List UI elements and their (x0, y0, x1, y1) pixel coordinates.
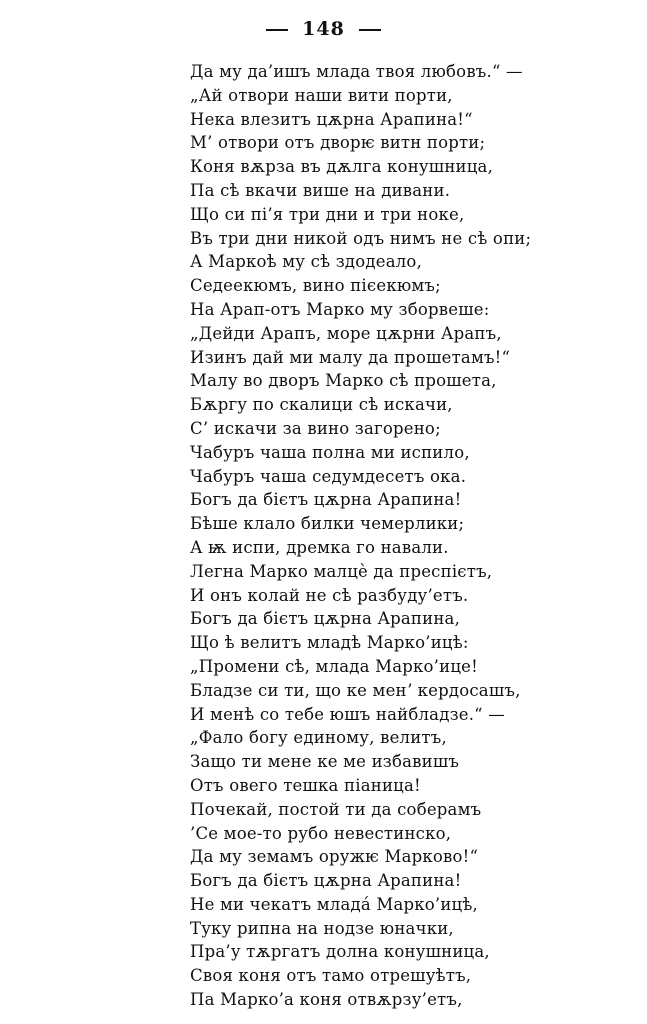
poem-line: „Дейди Арапъ, море цѫрни Арапъ, (190, 323, 502, 343)
page-number: 148 (302, 18, 345, 40)
poem-line: Почекай, постой ти да соберамъ (190, 799, 482, 819)
header-dash-left (266, 29, 288, 31)
poem-line: Малу во дворъ Марко сѣ прошета, (190, 371, 497, 391)
poem-line: Бладзе си ти, що ке менʼ кердосашъ, (190, 680, 521, 700)
poem-line: Нека влезитъ цѫрна Арапина!“ (190, 109, 473, 129)
poem-line: Легна Марко малцѐ да преспієтъ, (190, 561, 493, 581)
poem-line: „Ай отвори наши вити порти, (190, 85, 453, 105)
poem-line: „Промени сѣ, млада Марко’ице! (190, 656, 478, 676)
poem-line: Пра’у тѫргатъ долна конушница, (190, 942, 490, 962)
poem-line: Що си пі’я три дни и три ноке, (190, 204, 465, 224)
poem-line: Чабуръ чаша полна ми испило, (190, 442, 470, 462)
poem-line: А ѭ испи, дремка го навали. (190, 537, 449, 557)
poem-line: ’Се мое-то рубо невестинско, (190, 823, 452, 843)
poem-line: Бѣше клало билки чемерлики; (190, 514, 465, 534)
poem-line: Що ѣ велитъ младѣ Марко’ицѣ: (190, 633, 469, 653)
poem-line: Въ три дни никой одъ нимъ не сѣ опи; (190, 228, 532, 248)
poem-line: Да му земамъ оружѥ Марково!“ (190, 847, 479, 867)
poem-line: Чабуръ чаша седумдесетъ ока. (190, 466, 467, 486)
poem-line: Не ми чекатъ младá Марко’ицѣ, (190, 894, 478, 914)
poem-line: С’ искачи за вино загорено; (190, 418, 441, 438)
poem-line: А Маркоѣ му сѣ здодеало, (190, 252, 423, 272)
poem-line: И онъ колай не сѣ разбуду’етъ. (190, 585, 469, 605)
poem-line: И менѣ со тебе юшъ найбладзе.“ — (190, 704, 505, 724)
header-dash-right (359, 29, 381, 31)
poem-line: Па Марко’а коня отвѫрзу’етъ, (190, 990, 463, 1010)
poem-line: Изинъ дай ми малу да прошетамъ!“ (190, 347, 511, 367)
poem-line: Туку рипна на нодзе юначки, (190, 918, 454, 938)
poem-line: Отъ овего тешка піаница! (190, 775, 421, 795)
poem-line: Да му да’ишъ млада твоя любовъ.“ — (190, 62, 523, 81)
poem-line: Богъ да бієтъ цѫрна Арапина! (190, 871, 462, 891)
poem-line: Защо ти мене ке ме избавишъ (190, 752, 460, 772)
poem-line: Па сѣ вкачи више на дивани. (190, 180, 451, 200)
poem-text (190, 60, 630, 1012)
page-header (0, 18, 647, 40)
poem-line: „Фало богу единому, велитъ, (190, 728, 447, 748)
poem-line: Богъ да бієтъ цѫрна Арапина, (190, 609, 461, 629)
poem-line: Богъ да бієтъ цѫрна Арапина! (190, 490, 462, 510)
poem-line: Седеекюмъ, вино пієекюмъ; (190, 276, 441, 296)
poem-line: Своя коня отъ тамо отрешуѣтъ, (190, 966, 472, 986)
poem-line: Бѫргу по скалици сѣ искачи, (190, 395, 453, 415)
poem-line: Коня вѫрза въ дѫлга конушница, (190, 157, 494, 177)
poem-line: М’ отвори отъ дворѥ витн порти; (190, 133, 486, 153)
poem-line: На Арап-отъ Марко му зборвеше: (190, 299, 490, 319)
